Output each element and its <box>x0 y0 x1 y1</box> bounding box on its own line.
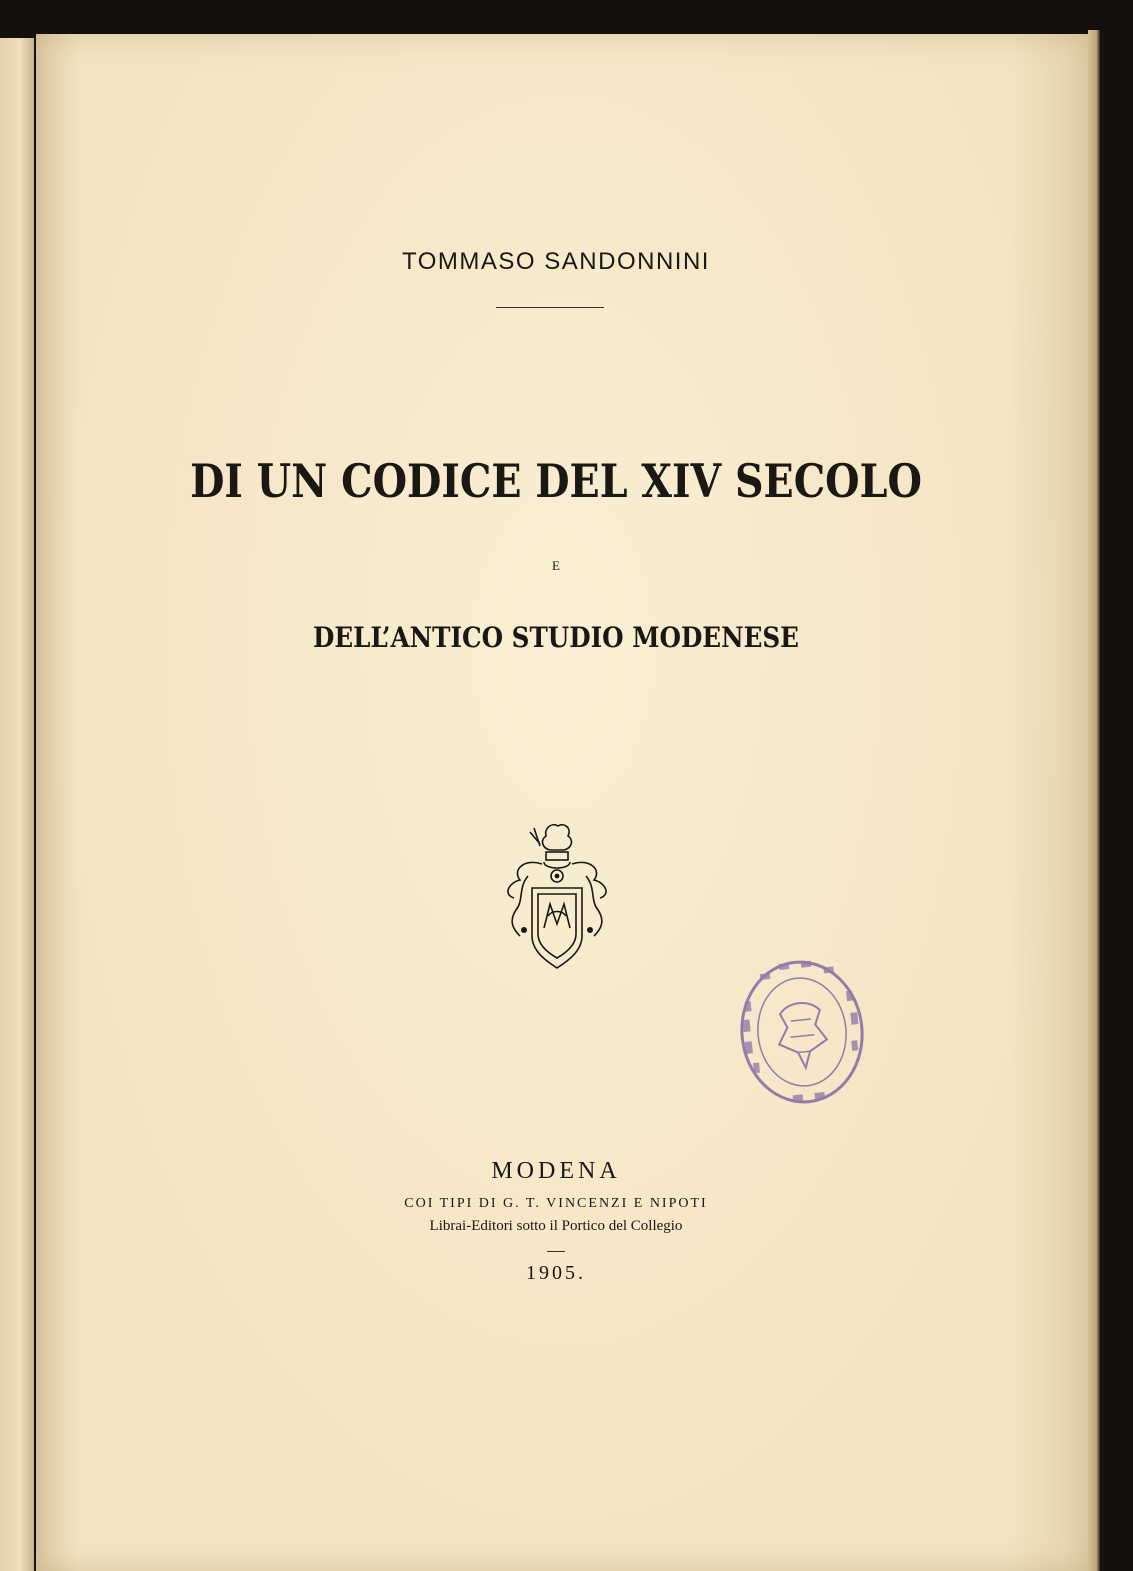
title-conjunction: E <box>552 558 560 573</box>
printer-coat-of-arms-icon <box>494 818 618 974</box>
previous-leaf <box>0 38 34 1571</box>
book-subtitle: DELL’ANTICO STUDIO MODENESE <box>313 621 799 654</box>
author-rule <box>496 307 604 308</box>
author-name: TOMMASO SANDONNINI <box>402 248 710 275</box>
library-stamp-icon <box>728 950 875 1115</box>
page-edge <box>1088 30 1100 1571</box>
book-title: DI UN CODICE DEL XIV SECOLO <box>190 454 922 508</box>
imprint-printer: COI TIPI DI G. T. VINCENZI E NIPOTI <box>404 1196 708 1211</box>
title-page <box>36 34 1092 1571</box>
imprint-publisher: Librai-Editori sotto il Portico del Collegio <box>429 1218 683 1234</box>
imprint-year: 1905. <box>526 1262 586 1284</box>
imprint-rule <box>547 1251 565 1252</box>
imprint-city: MODENA <box>491 1158 621 1184</box>
